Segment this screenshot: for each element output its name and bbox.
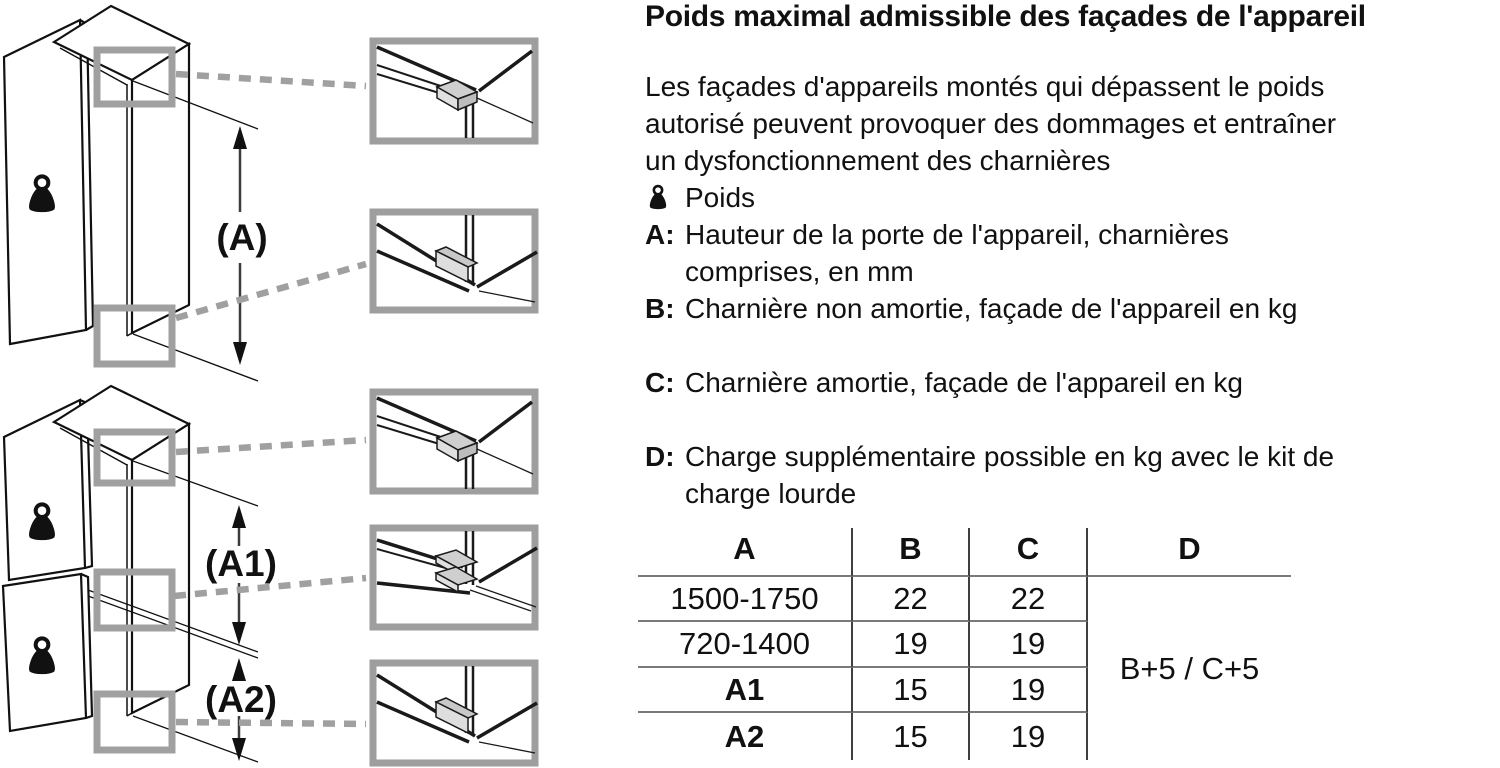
top-hinge-detail [377, 47, 533, 138]
legend-text: charge lourde [685, 478, 857, 509]
intro-line: Les façades d'appareils montés qui dépassent le poids [645, 71, 1325, 102]
legend-key: D: [645, 441, 675, 472]
table-header-d: D [1088, 528, 1291, 577]
table-header-a: A [638, 528, 853, 577]
legend-key: C: [645, 367, 675, 398]
middle-hinge-detail [377, 531, 537, 611]
hinge-detail-boxes [373, 41, 537, 763]
dashed-connector [176, 440, 366, 452]
table-cell: 19 [970, 668, 1088, 713]
legend-text: Hauteur de la porte de l'appareil, charnières [685, 219, 1229, 250]
dimension-label-a: (A) [216, 217, 268, 258]
table-cell: 720-1400 [638, 622, 853, 668]
table-cell: A1 [638, 668, 853, 713]
table-cell: 19 [970, 713, 1088, 760]
table-cell-d-merged: B+5 / C+5 [1119, 650, 1260, 686]
content-column [645, 0, 1500, 768]
fridge-tall-diagram [4, 6, 366, 381]
legend-text: Charnière non amortie, façade de l'appareil en kg [685, 293, 1298, 324]
table-header-b: B [853, 528, 970, 577]
page-title: Poids maximal admissible des façades de l'appareil [645, 0, 1366, 33]
dimension-arrow-a [216, 126, 267, 365]
intro-line: autorisé peuvent provoquer des dommages et entraîner [645, 108, 1337, 139]
bottom-hinge-detail [377, 666, 537, 753]
weight-icon [645, 182, 671, 213]
legend-text: Charnière amortie, façade de l'appareil en kg [685, 367, 1243, 398]
top-hinge-detail [377, 398, 533, 489]
weights-table [638, 528, 1291, 760]
table-cell: 15 [853, 668, 970, 713]
dashed-connector [176, 74, 366, 86]
table-cell: 19 [853, 622, 970, 668]
legend-key: A: [645, 219, 675, 250]
dimension-arrow-a2 [205, 658, 277, 761]
dimension-arrow-a1 [205, 505, 277, 645]
table-cell: 22 [970, 577, 1088, 622]
table-cell: 22 [853, 577, 970, 622]
legend-text: comprises, en mm [685, 256, 914, 287]
installation-diagrams [0, 0, 645, 768]
bottom-hinge-detail [377, 215, 537, 302]
dimension-label-a1: (A1) [205, 543, 277, 584]
table-header-c: C [970, 528, 1088, 577]
table-cell: 19 [970, 622, 1088, 668]
legend-key: B: [645, 293, 675, 324]
table-cell: 1500-1750 [638, 577, 853, 622]
dashed-connector [176, 722, 366, 724]
table-cell: 15 [853, 713, 970, 760]
legend-text: Charge supplémentaire possible en kg avec le kit de [685, 441, 1335, 472]
legend-weight-label: Poids [685, 182, 756, 213]
intro-line: un dysfonctionnement des charnières [645, 145, 1111, 176]
dimension-label-a2: (A2) [205, 679, 277, 720]
table-cell: A2 [638, 713, 853, 760]
dashed-connector [176, 264, 366, 318]
fridge-combi-diagram [3, 386, 366, 762]
